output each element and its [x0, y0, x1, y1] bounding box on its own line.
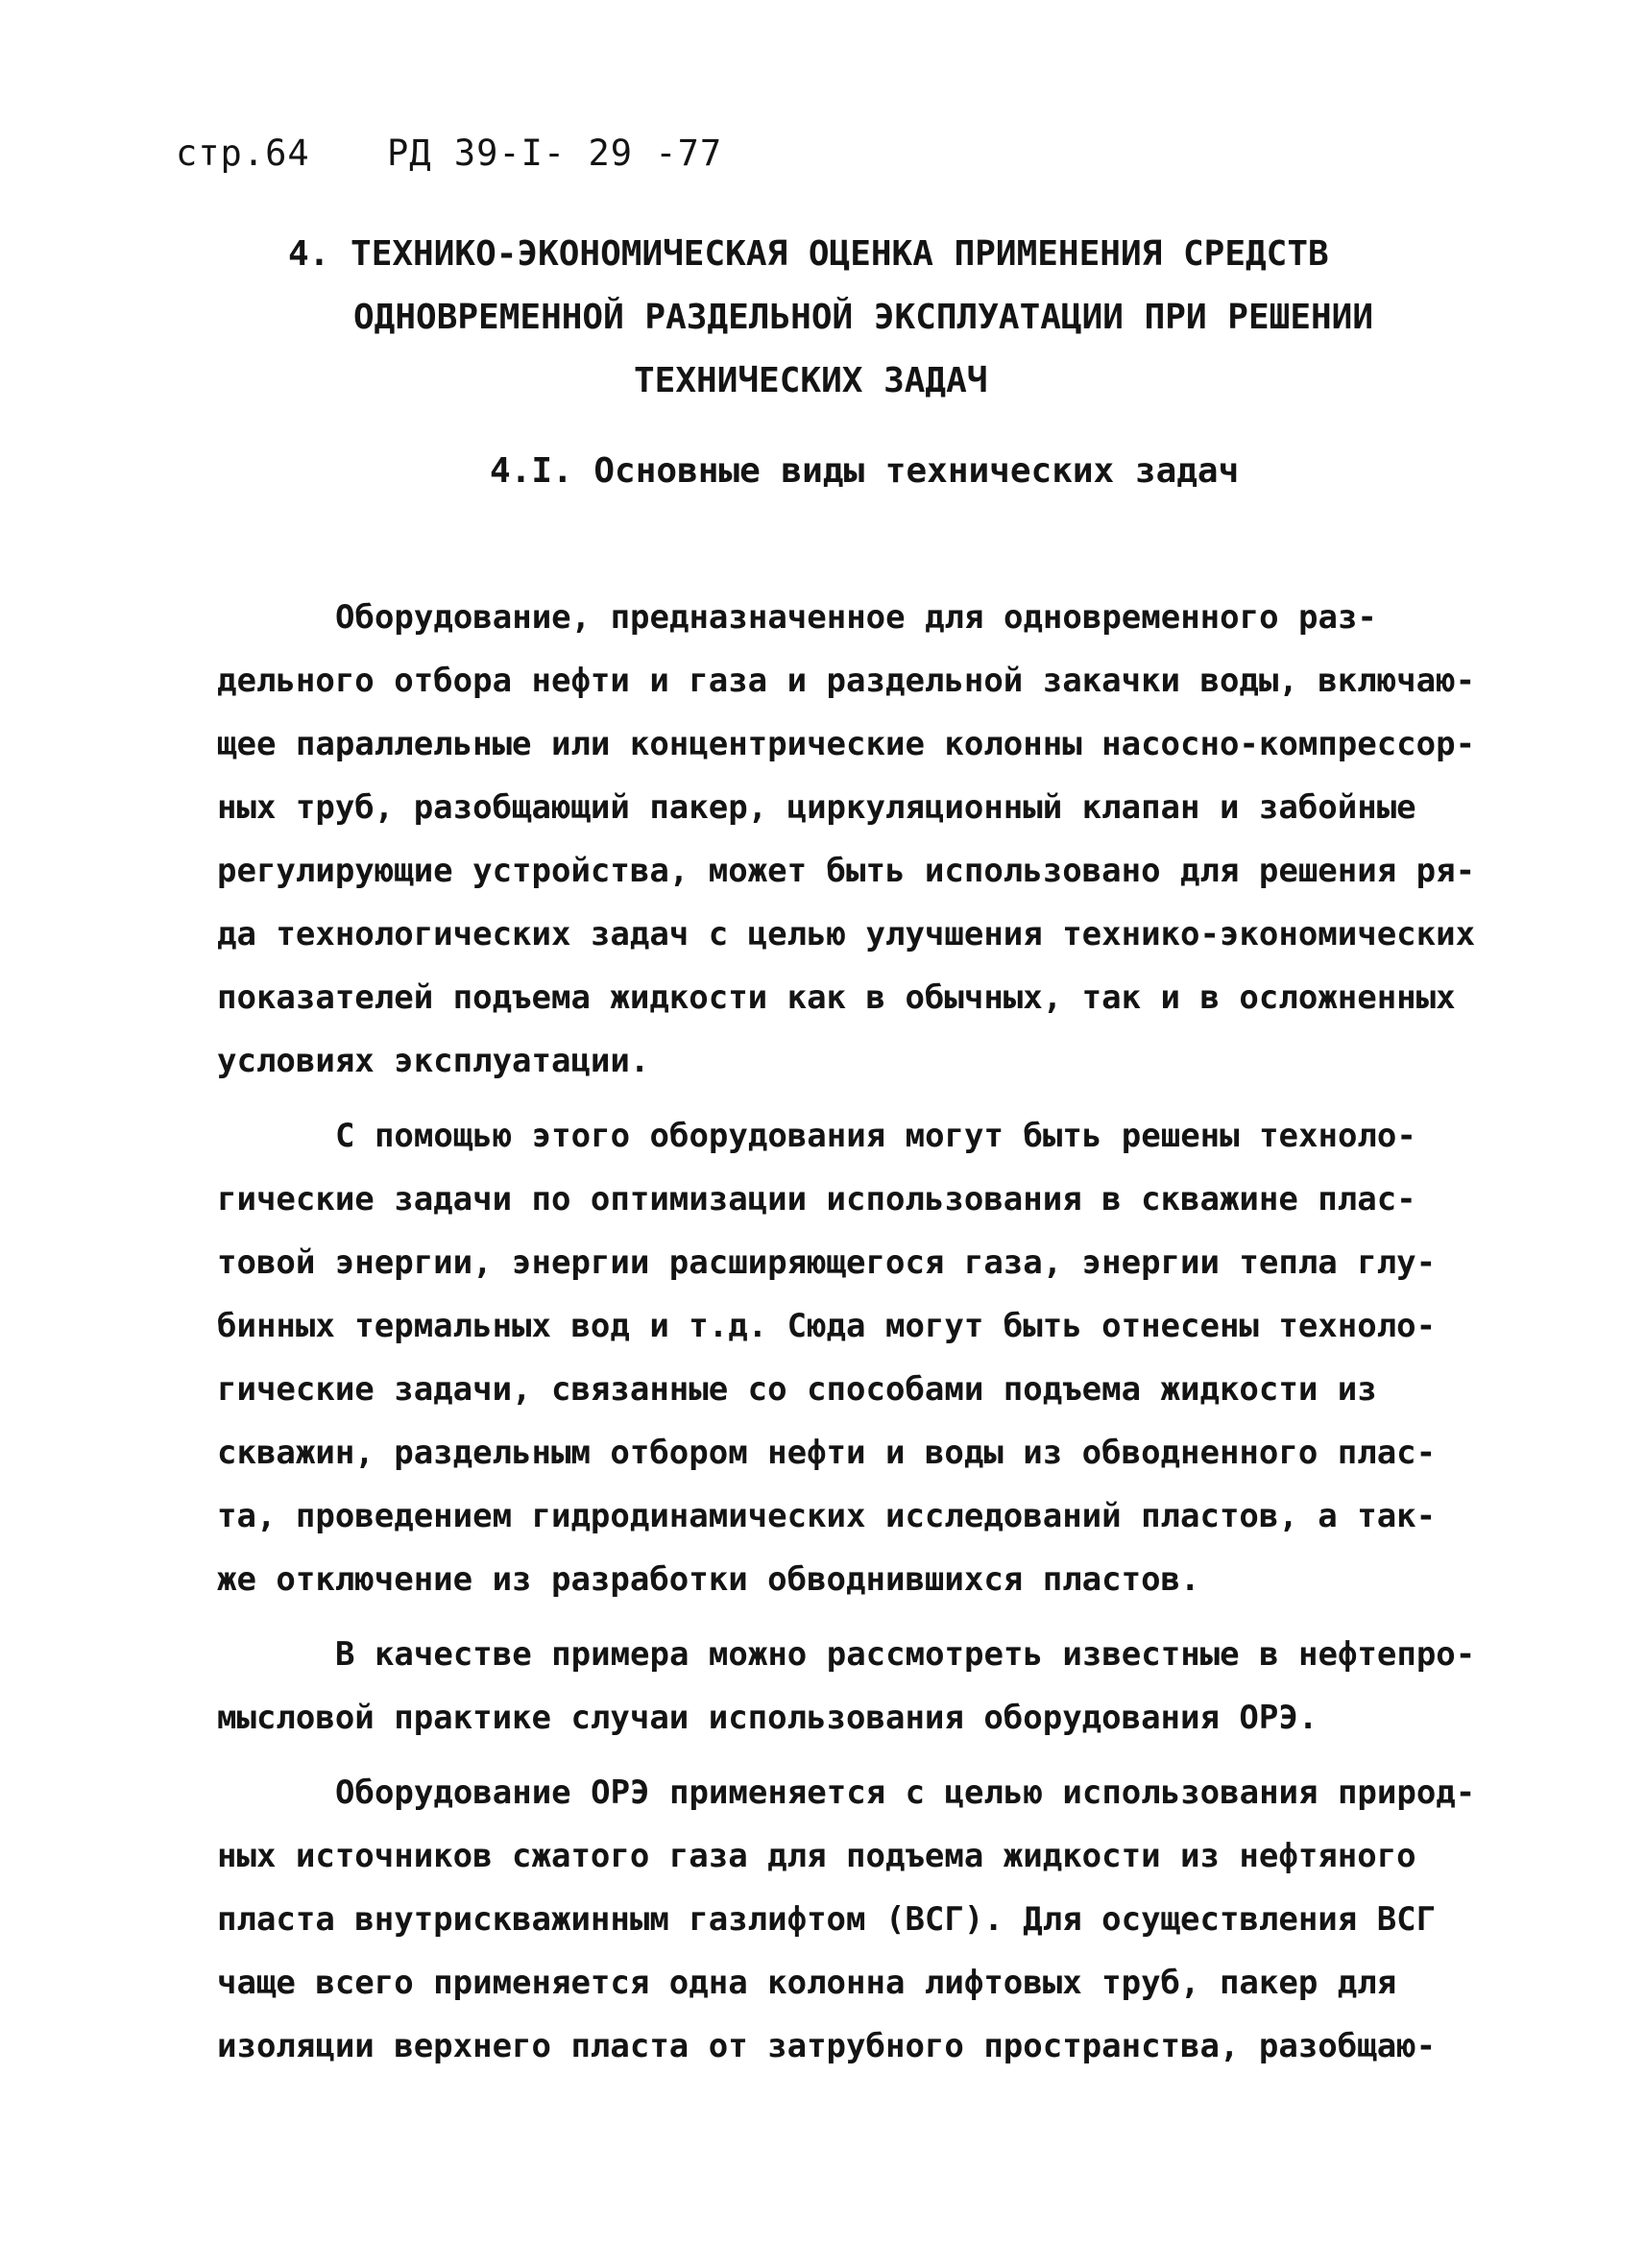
- page-number: стр.64: [176, 133, 310, 174]
- text-line: В качестве примера можно рассмотреть известные в нефтепро-: [335, 1635, 1476, 1674]
- text-line: пласта внутрискважинным газлифтом (ВСГ). Для осуществления ВСГ: [217, 1900, 1437, 1939]
- paragraph: [217, 586, 1494, 1093]
- section-title: [288, 223, 1440, 413]
- text-line: Оборудование ОРЭ применяется с целью использования природ-: [335, 1773, 1476, 1812]
- text-line: показателей подъема жидкости как в обычных, так и в осложненных: [217, 978, 1456, 1017]
- text-line: гические задачи по оптимизации использования в скважине плас-: [217, 1180, 1416, 1218]
- section-title-line: ОДНОВРЕМЕННОЙ РАЗДЕЛЬНОЙ ЭКСПЛУАТАЦИИ ПРИ РЕШЕНИИ: [353, 298, 1374, 337]
- paragraph: [217, 1761, 1494, 2078]
- text-line: бинных термальных вод и т.д. Сюда могут быть отнесены техноло-: [217, 1307, 1437, 1345]
- text-line: условиях эксплуатации.: [217, 1042, 650, 1080]
- text-line: щее параллельные или концентрические колонны насосно-компрессор-: [217, 725, 1476, 763]
- text-line: же отключение из разработки обводнившихся пластов.: [217, 1560, 1200, 1599]
- text-line: да технологических задач с целью улучшения технико-экономических: [217, 915, 1476, 953]
- text-line: С помощью этого оборудования могут быть решены техноло-: [335, 1117, 1416, 1155]
- text-line: та, проведением гидродинамических исследований пластов, а так-: [217, 1497, 1437, 1535]
- text-line: дельного отбора нефти и газа и раздельной закачки воды, включаю-: [217, 662, 1476, 700]
- subsection-title: 4.I. Основные виды технических задач: [490, 451, 1240, 491]
- text-line: товой энергии, энергии расширяющегося газа, энергии тепла глу-: [217, 1243, 1437, 1282]
- page-header: [176, 133, 722, 174]
- section-title-line: ТЕХНИЧЕСКИХ ЗАДАЧ: [634, 361, 988, 400]
- text-line: мысловой практике случаи использования оборудования ОРЭ.: [217, 1699, 1318, 1737]
- text-line: регулирующие устройства, может быть использовано для решения ря-: [217, 852, 1476, 890]
- text-line: скважин, раздельным отбором нефти и воды из обводненного плас-: [217, 1434, 1437, 1472]
- body-text: [217, 586, 1494, 2078]
- text-line: ных труб, разобщающий пакер, циркуляционный клапан и забойные: [217, 788, 1416, 827]
- text-line: Оборудование, предназначенное для одновременного раз-: [335, 598, 1377, 637]
- paragraph: [217, 1623, 1494, 1749]
- text-line: изоляции верхнего пласта от затрубного пространства, разобщаю-: [217, 2027, 1437, 2065]
- text-line: гические задачи, связанные со способами подъема жидкости из: [217, 1370, 1377, 1409]
- paragraph: [217, 1104, 1494, 1611]
- text-line: чаще всего применяется одна колонна лифтовых труб, пакер для: [217, 1964, 1397, 2002]
- document-code: РД 39-I- 29 -77: [387, 133, 723, 174]
- text-line: ных источников сжатого газа для подъема жидкости из нефтяного: [217, 1837, 1416, 1875]
- section-title-line: 4. ТЕХНИКО-ЭКОНОМИЧЕСКАЯ ОЦЕНКА ПРИМЕНЕНИЯ СРЕДСТВ: [288, 234, 1329, 274]
